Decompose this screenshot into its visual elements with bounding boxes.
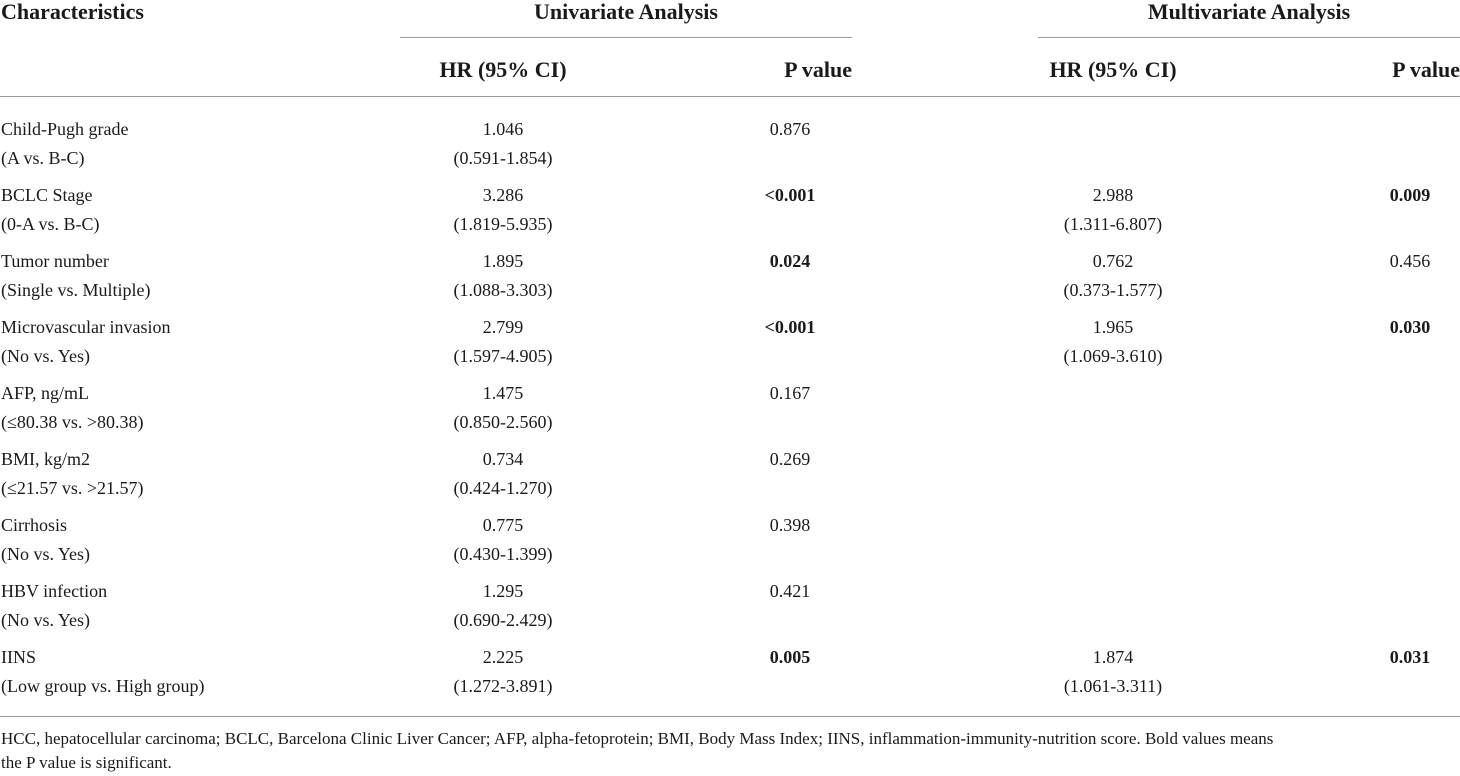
- univariate-ci-value: (0.850-2.560): [453, 412, 553, 432]
- univariate-p-cell: [740, 379, 840, 408]
- table-row: [0, 181, 1460, 247]
- multivariate-ci-value: (1.069-3.610): [1063, 346, 1163, 366]
- univariate-hr-value: 2.225: [482, 647, 524, 667]
- univariate-hr-cell: [400, 313, 606, 371]
- univariate-p-value: 0.024: [769, 251, 811, 271]
- multivariate-hr-cell: [1010, 247, 1216, 305]
- characteristic-cell: [1, 181, 381, 239]
- header-univariate-hr: HR (95% CI): [439, 57, 567, 82]
- univariate-ci-value: (0.424-1.270): [453, 478, 553, 498]
- table-header-row-2: [0, 38, 1460, 97]
- multivariate-hr-cell: [1010, 181, 1216, 239]
- univariate-hr-cell: [400, 181, 606, 239]
- univariate-p-cell: [740, 511, 840, 540]
- multivariate-hr-value: 0.762: [1092, 251, 1134, 271]
- univariate-hr-value: 1.895: [482, 251, 524, 271]
- univariate-p-value: 0.005: [769, 647, 811, 667]
- table-row: [0, 511, 1460, 577]
- characteristic-name: HBV infection: [1, 581, 108, 601]
- characteristic-comparison: (Low group vs. High group): [1, 676, 205, 696]
- univariate-ci-value: (1.272-3.891): [453, 676, 553, 696]
- multivariate-p-cell: [1360, 313, 1460, 342]
- multivariate-p-value: 0.456: [1389, 251, 1431, 271]
- characteristic-cell: [1, 511, 381, 569]
- univariate-p-cell: [740, 313, 840, 342]
- table-row: [0, 379, 1460, 445]
- characteristic-comparison: (≤80.38 vs. >80.38): [1, 412, 144, 432]
- characteristic-name: Tumor number: [1, 251, 109, 271]
- univariate-hr-cell: [400, 445, 606, 503]
- header-multivariate-p-value: P value: [1392, 57, 1460, 82]
- footnote-line-1: HCC, hepatocellular carcinoma; BCLC, Barcelona Clinic Liver Cancer; AFP, alpha-fetoprotein; BMI, Body Mass Index; IINS, inflammation-immunity-nutrition score. Bold values means: [1, 729, 1274, 748]
- univariate-p-cell: [740, 181, 840, 210]
- table-header-row-1: [0, 0, 1460, 38]
- characteristic-name: Microvascular invasion: [1, 317, 171, 337]
- characteristic-name: BMI, kg/m2: [1, 449, 91, 469]
- multivariate-hr-value: 1.965: [1092, 317, 1134, 337]
- univariate-hr-value: 0.775: [482, 515, 524, 535]
- header-univariate-analysis: Univariate Analysis: [534, 0, 718, 24]
- header-multivariate-hr: HR (95% CI): [1049, 57, 1177, 82]
- univariate-p-cell: [740, 445, 840, 474]
- univariate-hr-value: 2.799: [482, 317, 524, 337]
- table-footnote: [1, 727, 1459, 775]
- table-row: [0, 313, 1460, 379]
- univariate-hr-value: 1.475: [482, 383, 524, 403]
- multivariate-ci-value: (1.061-3.311): [1063, 676, 1163, 696]
- multivariate-hr-value: 1.874: [1092, 647, 1134, 667]
- header-multivariate-analysis: Multivariate Analysis: [1147, 0, 1351, 24]
- table-row: [0, 247, 1460, 313]
- characteristic-cell: [1, 115, 381, 173]
- characteristic-cell: [1, 577, 381, 635]
- univariate-hr-value: 1.295: [482, 581, 524, 601]
- characteristic-name: IINS: [1, 647, 36, 667]
- footnote-line-2: the P value is significant.: [1, 753, 172, 772]
- table-row: [0, 643, 1460, 713]
- univariate-hr-cell: [400, 511, 606, 569]
- multivariate-p-value: 0.030: [1389, 317, 1431, 337]
- multivariate-ci-value: (1.311-6.807): [1063, 214, 1163, 234]
- univariate-ci-value: (0.690-2.429): [453, 610, 553, 630]
- univariate-ci-value: (1.088-3.303): [453, 280, 553, 300]
- multivariate-p-cell: [1360, 181, 1460, 210]
- univariate-hr-cell: [400, 379, 606, 437]
- multivariate-hr-cell: [1010, 313, 1216, 371]
- table-bottom-rule: [0, 716, 1460, 717]
- characteristic-name: AFP, ng/mL: [1, 383, 90, 403]
- multivariate-p-cell: [1360, 643, 1460, 672]
- univariate-ci-value: (1.819-5.935): [453, 214, 553, 234]
- univariate-p-cell: [740, 577, 840, 606]
- univariate-ci-value: (0.430-1.399): [453, 544, 553, 564]
- table-row: [0, 115, 1460, 181]
- univariate-p-value: 0.398: [769, 515, 811, 535]
- header-univariate-p-value: P value: [784, 57, 852, 82]
- table-row: [0, 445, 1460, 511]
- header-characteristics: Characteristics: [1, 0, 144, 24]
- univariate-p-value: 0.167: [769, 383, 811, 403]
- multivariate-p-value: 0.009: [1389, 185, 1431, 205]
- characteristic-comparison: (Single vs. Multiple): [1, 280, 151, 300]
- characteristic-comparison: (No vs. Yes): [1, 346, 91, 366]
- univariate-ci-value: (0.591-1.854): [453, 148, 553, 168]
- characteristic-comparison: (0-A vs. B-C): [1, 214, 100, 234]
- univariate-p-cell: [740, 247, 840, 276]
- characteristic-comparison: (No vs. Yes): [1, 610, 91, 630]
- characteristic-comparison: (≤21.57 vs. >21.57): [1, 478, 144, 498]
- univariate-hr-value: 1.046: [482, 119, 524, 139]
- univariate-ci-value: (1.597-4.905): [453, 346, 553, 366]
- characteristic-cell: [1, 313, 381, 371]
- table-row: [0, 577, 1460, 643]
- univariate-hr-cell: [400, 115, 606, 173]
- univariate-p-cell: [740, 643, 840, 672]
- univariate-p-value: <0.001: [764, 185, 816, 205]
- multivariate-p-cell: [1360, 247, 1460, 276]
- univariate-p-cell: [740, 115, 840, 144]
- multivariate-hr-cell: [1010, 643, 1216, 701]
- univariate-p-value: 0.269: [769, 449, 811, 469]
- univariate-p-value: <0.001: [764, 317, 816, 337]
- characteristic-cell: [1, 379, 381, 437]
- univariate-p-value: 0.421: [769, 581, 811, 601]
- multivariate-p-value: 0.031: [1389, 647, 1431, 667]
- characteristic-cell: [1, 643, 381, 701]
- characteristic-cell: [1, 445, 381, 503]
- univariate-hr-cell: [400, 247, 606, 305]
- characteristic-name: Cirrhosis: [1, 515, 68, 535]
- table-body: [0, 97, 1460, 713]
- characteristic-name: Child-Pugh grade: [1, 119, 129, 139]
- characteristic-cell: [1, 247, 381, 305]
- univariate-hr-value: 0.734: [482, 449, 524, 469]
- characteristic-comparison: (A vs. B-C): [1, 148, 85, 168]
- characteristic-comparison: (No vs. Yes): [1, 544, 91, 564]
- characteristic-name: BCLC Stage: [1, 185, 93, 205]
- multivariate-ci-value: (0.373-1.577): [1063, 280, 1163, 300]
- univariate-hr-value: 3.286: [482, 185, 524, 205]
- multivariate-hr-value: 2.988: [1092, 185, 1134, 205]
- univariate-hr-cell: [400, 643, 606, 701]
- univariate-p-value: 0.876: [769, 119, 811, 139]
- univariate-hr-cell: [400, 577, 606, 635]
